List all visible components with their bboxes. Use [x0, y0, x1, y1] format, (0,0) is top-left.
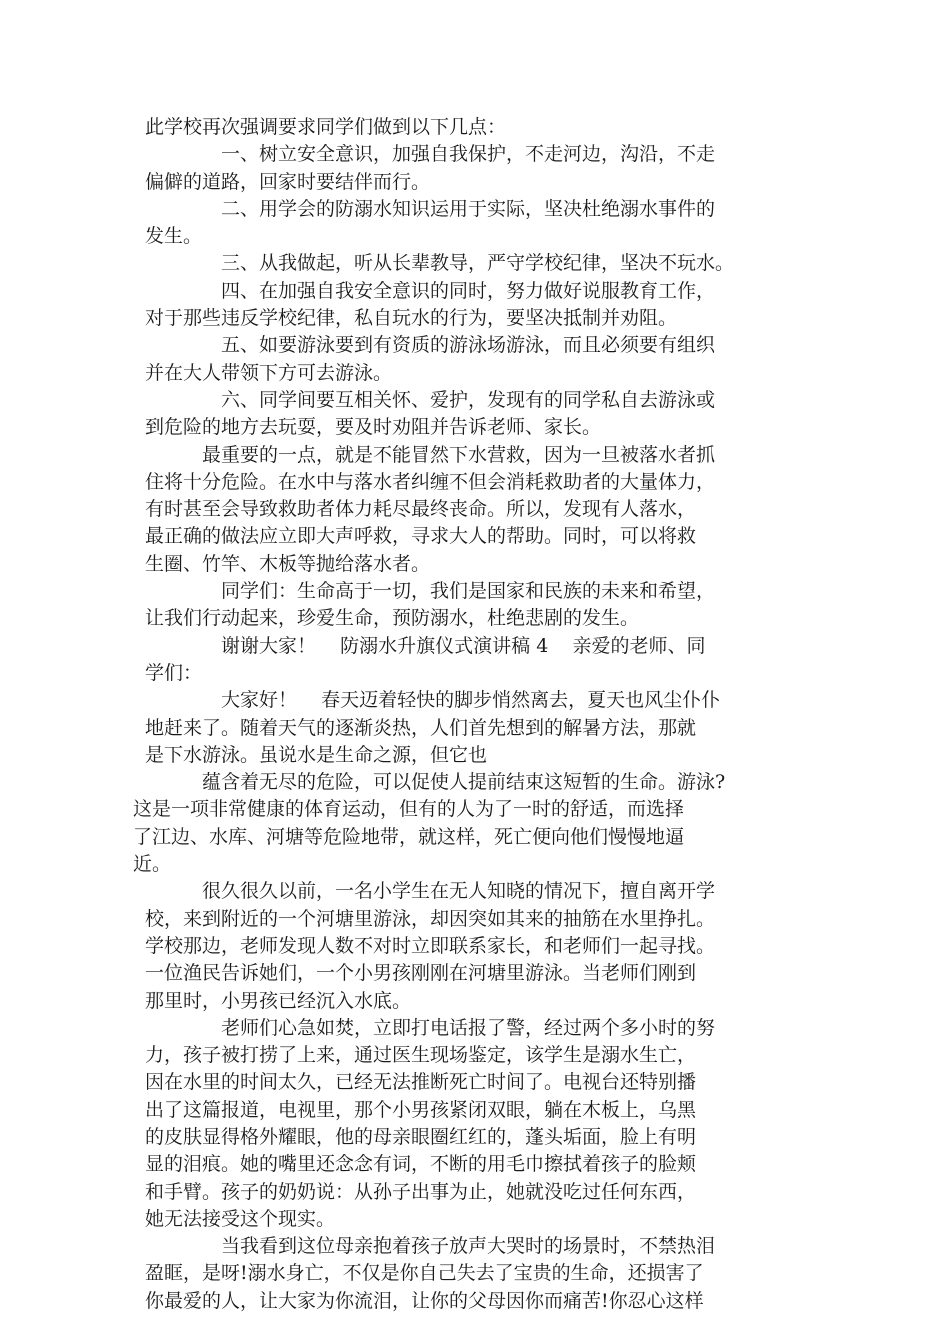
text-line: 大家好！ 春天迈着轻快的脚步悄然离去，夏天也风尘仆仆 [221, 689, 721, 712]
text-line: 二、用学会的防溺水知识运用于实际，坚决杜绝溺水事件的 [221, 197, 716, 220]
text-line: 那里时，小男孩已经沉入水底。 [145, 989, 412, 1012]
text-line: 近。 [133, 853, 172, 876]
text-line: 此学校再次强调要求同学们做到以下几点： [145, 116, 507, 138]
text-line: 老师们心急如焚，立即打电话报了警，经过两个多小时的努 [221, 1016, 716, 1039]
text-line: 的皮肤显得格外耀眼，他的母亲眼圈红红的，蓬头垢面，脸上有明 [145, 1125, 697, 1148]
text-line: 一、树立安全意识，加强自我保护，不走河边，沟沿，不走 [221, 143, 716, 166]
text-line: 最重要的一点，就是不能冒然下水营救，因为一旦被落水者抓 [202, 443, 716, 466]
text-line: 是下水游泳。虽说水是生命之源，但它也 [145, 743, 488, 766]
text-line: 六、同学间要互相关怀、爱护，发现有的同学私自去游泳或 [221, 388, 716, 411]
text-line: 四、在加强自我安全意识的同时，努力做好说服教育工作， [221, 279, 716, 302]
text-line: 这是一项非常健康的体育运动，但有的人为了一时的舒适，而选择 [133, 798, 685, 821]
text-line: 了江边、水库、河塘等危险地带，就这样，死亡便向他们慢慢地逼 [133, 825, 685, 848]
text-line: 最正确的做法应立即大声呼救，寻求大人的帮助。同时，可以将救 [145, 525, 697, 548]
text-line: 发生。 [145, 225, 203, 248]
text-line: 同学们：生命高于一切，我们是国家和民族的未来和希望， [221, 580, 716, 603]
text-line: 对于那些违反学校纪律，私自玩水的行为，要坚决抵制并劝阻。 [145, 307, 678, 330]
text-line: 到危险的地方去玩耍，要及时劝阻并告诉老师、家长。 [145, 416, 602, 439]
text-line: 因在水里的时间太久，已经无法推断死亡时间了。电视台还特别播 [145, 1071, 697, 1094]
document-body [133, 114, 835, 1315]
text-line: 蕴含着无尽的危险，可以促使人提前结束这短暂的生命。游泳? [202, 771, 726, 794]
text-line: 一位渔民告诉她们，一个小男孩刚刚在河塘里游泳。当老师们刚到 [145, 962, 697, 985]
text-line: 谢谢大家！ 防溺水升旗仪式演讲稿 4 亲爱的老师、同 [221, 634, 706, 657]
text-line: 生圈、竹竿、木板等抛给落水者。 [145, 552, 431, 575]
text-line: 当我看到这位母亲抱着孩子放声大哭时的场景时，不禁热泪 [221, 1235, 716, 1258]
text-line: 五、如要游泳要到有资质的游泳场游泳，而且必须要有组织 [221, 334, 716, 357]
text-line: 学校那边，老师发现人数不对时立即联系家长，和老师们一起寻找。 [145, 934, 716, 957]
text-line: 并在大人带领下方可去游泳。 [145, 361, 393, 384]
text-line: 盈眶，是呀!溺水身亡，不仅是你自己失去了宝贵的生命，还损害了 [145, 1262, 704, 1285]
text-line: 学们： [145, 661, 203, 684]
text-line: 住将十分危险。在水中与落水者纠缠不但会消耗救助者的大量体力， [145, 470, 716, 493]
text-line: 她无法接受这个现实。 [145, 1207, 336, 1230]
text-line: 三、从我做起，听从长辈教导，严守学校纪律，坚决不玩水。 [221, 252, 735, 275]
text-line: 显的泪痕。她的嘴里还念念有词，不断的用毛巾擦拭着孩子的脸颊 [145, 1153, 697, 1176]
text-line: 和手臂。孩子的奶奶说：从孙子出事为止，她就没吃过任何东西， [145, 1180, 697, 1203]
text-line: 很久很久以前，一名小学生在无人知晓的情况下，擅自离开学 [202, 880, 716, 903]
text-line: 地赶来了。随着天气的逐渐炎热，人们首先想到的解暑方法，那就 [145, 716, 697, 739]
text-line: 出了这篇报道，电视里，那个小男孩紧闭双眼，躺在木板上，乌黑 [145, 1098, 697, 1121]
text-line: 有时甚至会导致救助者体力耗尽最终丧命。所以，发现有人落水， [145, 498, 697, 521]
text-line: 力，孩子被打捞了上来，通过医生现场鉴定，该学生是溺水生亡， [145, 1044, 697, 1067]
text-line: 让我们行动起来，珍爱生命，预防溺水，杜绝悲剧的发生。 [145, 607, 640, 630]
text-line: 偏僻的道路，回家时要结伴而行。 [145, 170, 431, 193]
text-line: 校，来到附近的一个河塘里游泳，却因突如其来的抽筋在水里挣扎。 [145, 907, 716, 930]
text-line: 你最爱的人，让大家为你流泪，让你的父母因你而痛苦!你忍心这样 [145, 1289, 704, 1312]
